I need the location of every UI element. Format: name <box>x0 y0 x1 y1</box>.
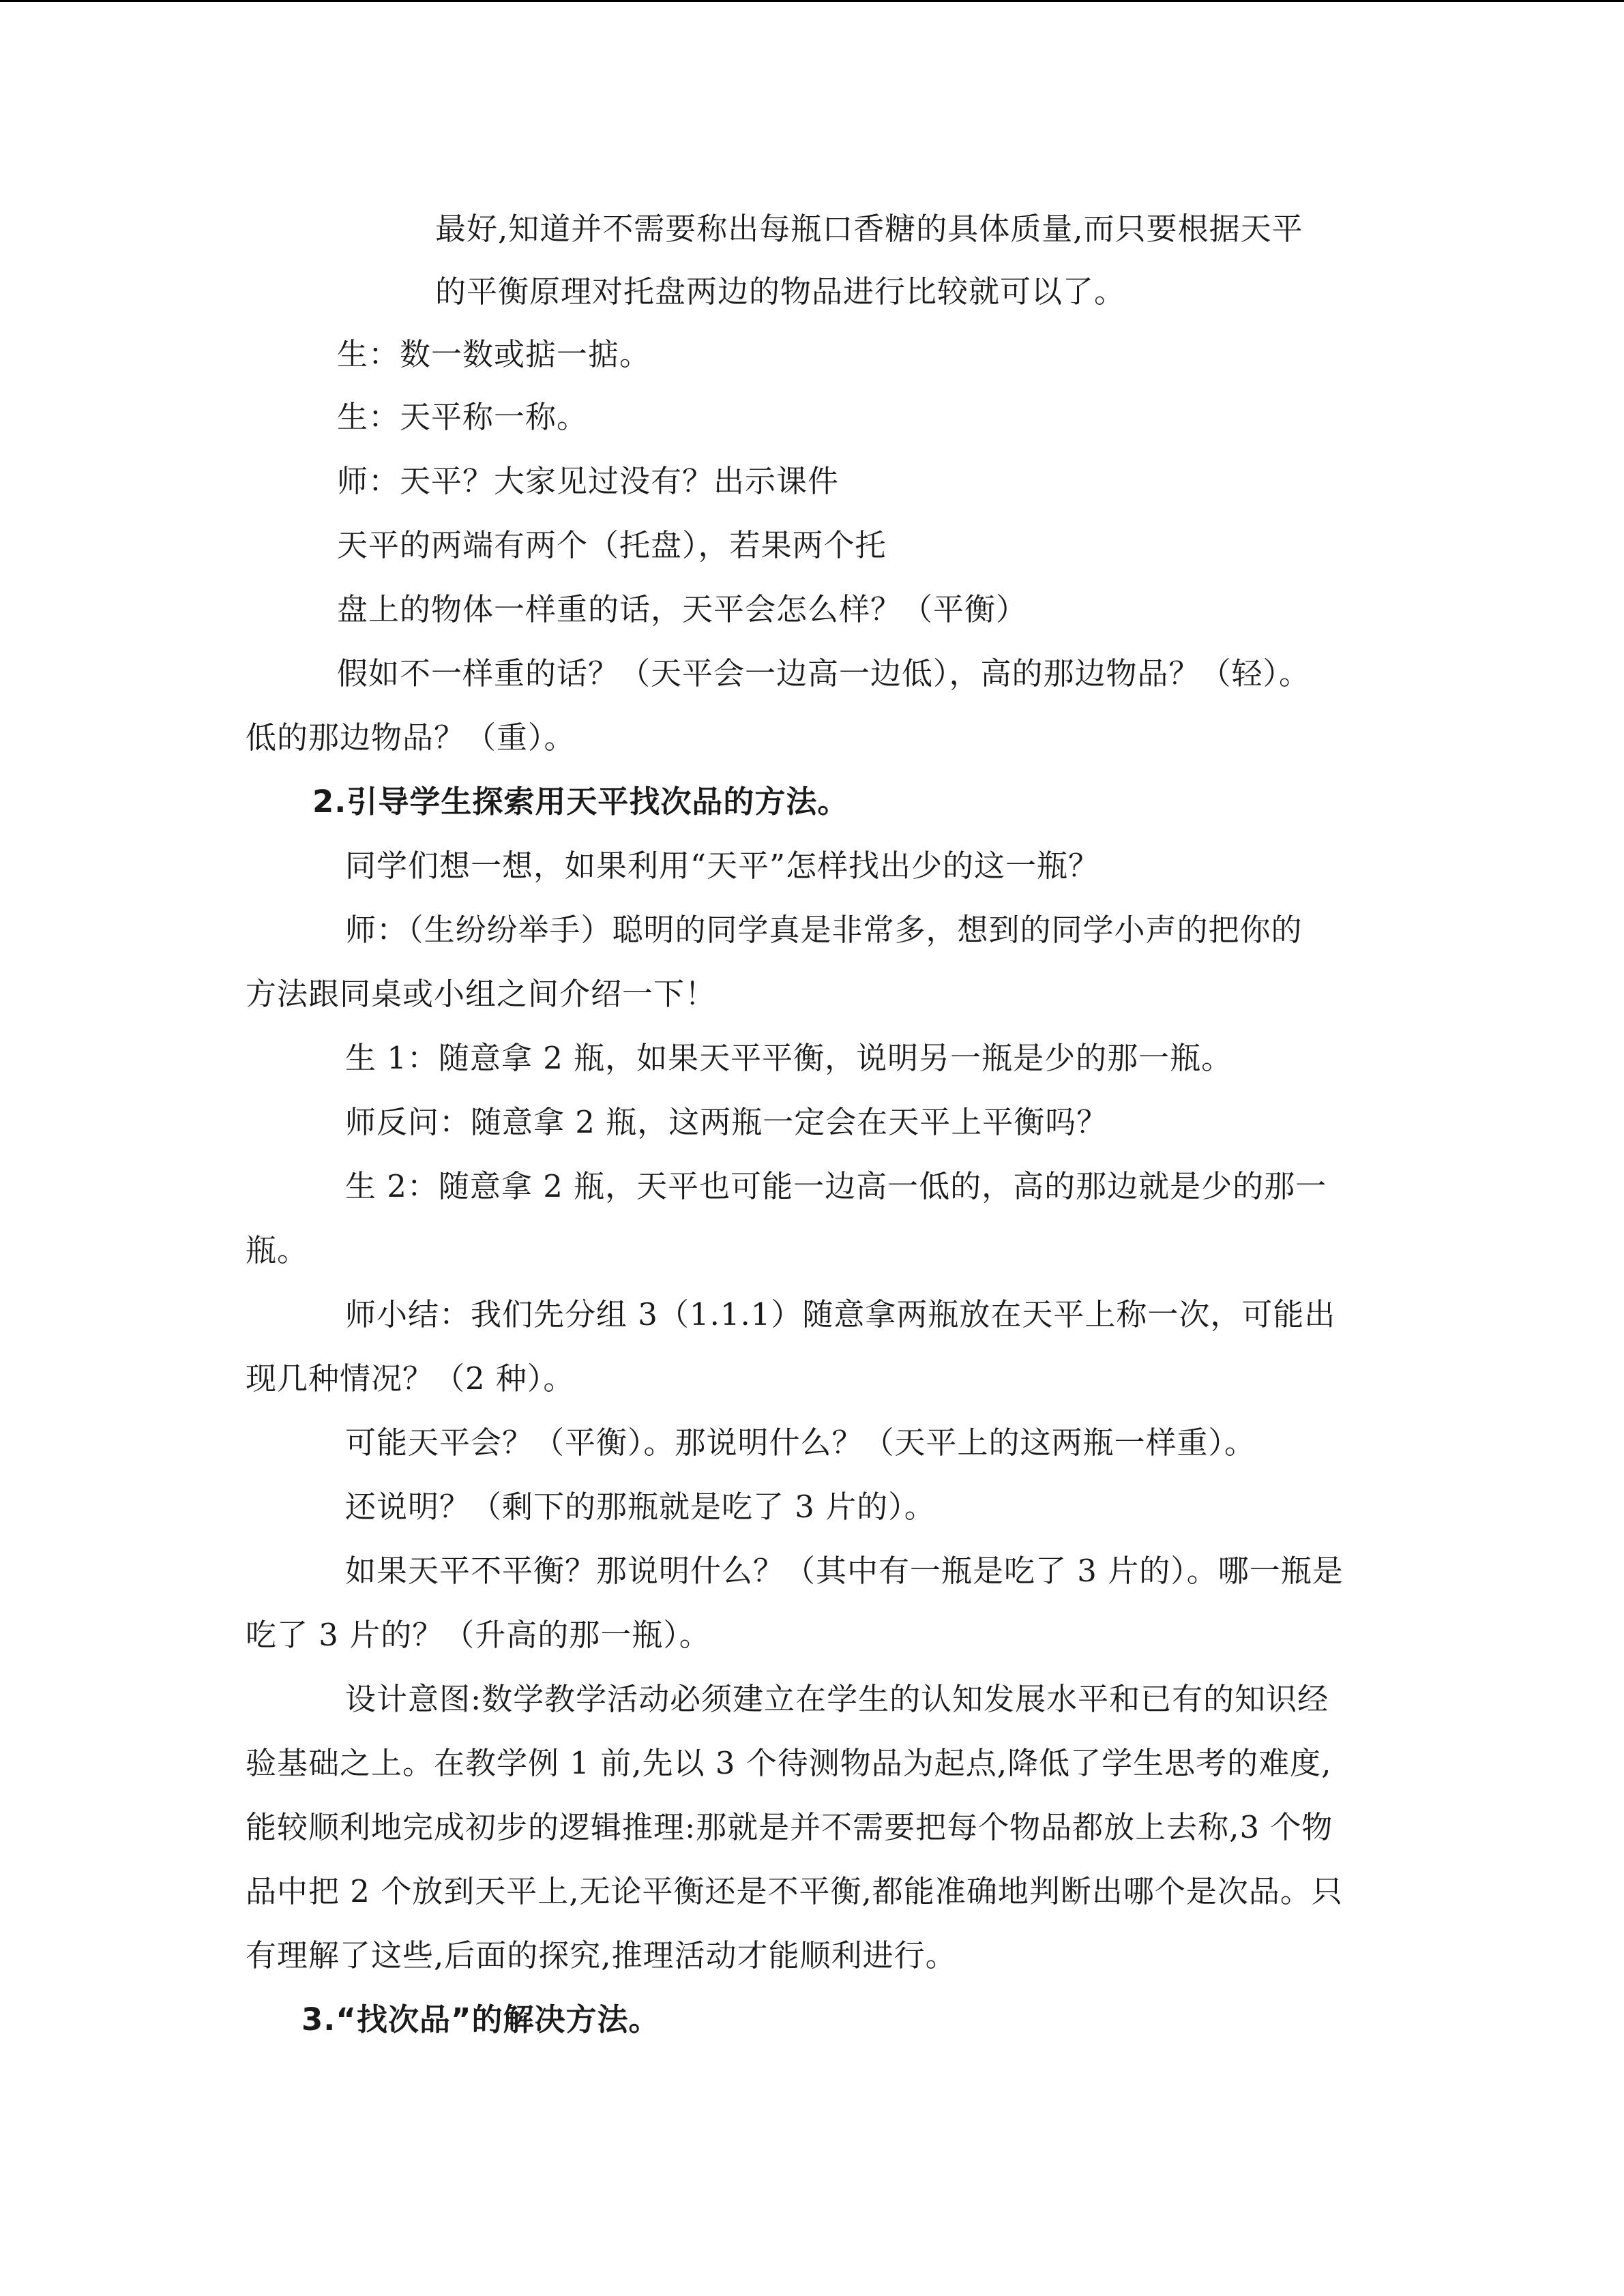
paragraph-line: 盘上的物体一样重的话，天平会怎么样？（平衡） <box>337 591 1028 627</box>
paragraph-line: 师小结：我们先分组 3（1.1.1）随意拿两瓶放在天平上称一次，可能出 <box>345 1296 1336 1332</box>
paragraph-line: 验基础之上。在教学例 1 前,先以 3 个待测物品为起点,降低了学生思考的难度, <box>246 1745 1332 1781</box>
paragraph-line: 吃了 3 片的？（升高的那一瓶）。 <box>246 1617 711 1653</box>
section-heading: 3.“找次品”的解决方法。 <box>301 2001 660 2038</box>
paragraph-line: 师：天平？大家见过没有？出示课件 <box>337 463 840 499</box>
page-top-border <box>0 0 1624 2</box>
paragraph-line: 如果天平不平衡？那说明什么？（其中有一瓶是吃了 3 片的）。哪一瓶是 <box>345 1553 1344 1589</box>
paragraph-line: 有理解了这些,后面的探究,推理活动才能顺利进行。 <box>246 1937 957 1973</box>
paragraph-line: 还说明？（剩下的那瓶就是吃了 3 片的）。 <box>345 1489 936 1525</box>
paragraph-line: 师：（生纷纷举手）聪明的同学真是非常多，想到的同学小声的把你的 <box>345 912 1303 948</box>
paragraph-line: 师反问：随意拿 2 瓶，这两瓶一定会在天平上平衡吗？ <box>345 1104 1108 1140</box>
paragraph-line: 天平的两端有两个（托盘），若果两个托 <box>337 527 887 563</box>
paragraph-line: 品中把 2 个放到天平上,无论平衡还是不平衡,都能准确地判断出哪个是次品。只 <box>246 1873 1343 1909</box>
paragraph-line: 能较顺利地完成初步的逻辑推理:那就是并不需要把每个物品都放上去称,3 个物 <box>246 1809 1333 1845</box>
paragraph-line: 瓶。 <box>246 1232 309 1268</box>
paragraph-line: 的平衡原理对托盘两边的物品进行比较就可以了。 <box>435 273 1126 310</box>
paragraph-line: 方法跟同桌或小组之间介绍一下！ <box>246 976 717 1012</box>
paragraph-line: 生：数一数或掂一掂。 <box>337 336 651 372</box>
paragraph-line: 同学们想一想，如果利用“天平”怎样找出少的这一瓶？ <box>345 848 1100 884</box>
paragraph-line: 最好,知道并不需要称出每瓶口香糖的具体质量,而只要根据天平 <box>435 211 1303 247</box>
paragraph-line: 假如不一样重的话？（天平会一边高一边低），高的那边物品？（轻）。 <box>337 655 1311 691</box>
section-heading: 2.引导学生探索用天平找次品的方法。 <box>312 784 849 820</box>
paragraph-line: 生 2：随意拿 2 瓶，天平也可能一边高一低的，高的那边就是少的那一 <box>345 1168 1327 1204</box>
paragraph-line: 生 1：随意拿 2 瓶，如果天平平衡，说明另一瓶是少的那一瓶。 <box>345 1040 1233 1076</box>
paragraph-line: 低的那边物品？（重）。 <box>246 719 576 756</box>
paragraph-line: 设计意图:数学教学活动必须建立在学生的认知发展水平和已有的知识经 <box>345 1681 1329 1717</box>
paragraph-line: 生：天平称一称。 <box>337 399 589 435</box>
paragraph-line: 可能天平会？（平衡）。那说明什么？（天平上的这两瓶一样重）。 <box>345 1425 1256 1461</box>
paragraph-line: 现几种情况？（2 种）。 <box>246 1360 575 1397</box>
